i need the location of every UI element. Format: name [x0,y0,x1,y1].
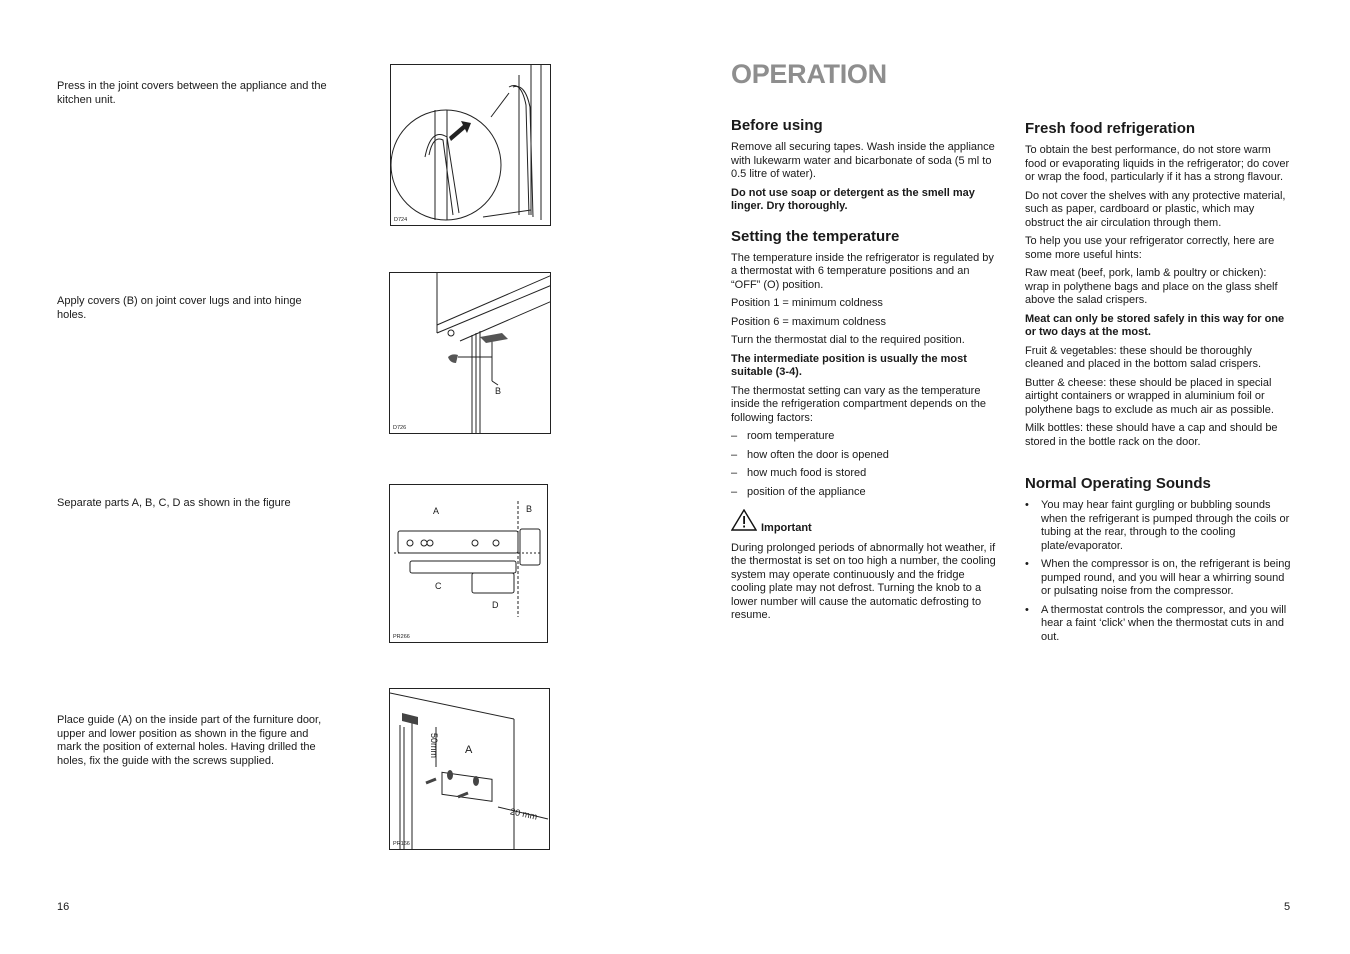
heading-setting-temperature: Setting the temperature [731,227,900,245]
heading-before-using: Before using [731,117,823,134]
guide-illustration [390,689,550,850]
list-item: – room temperature [731,430,997,444]
sounds-list [1025,499,1291,644]
fresh-food-text-4: Raw meat (beef, pork, lamb & poultry or chicken): wrap in polythene bags and place on the glass shelf above the salad crispers. [1025,267,1278,306]
figure-guide [389,688,550,850]
figure-parts [389,484,548,643]
figure-label-b: B [495,386,502,396]
important-label: Important [761,522,812,534]
warning-triangle-icon [731,509,757,536]
heading-sounds: Normal Operating Sounds [1025,475,1211,492]
list-item: – how often the door is opened [731,449,997,463]
list-item: – position of the appliance [731,486,997,500]
temperature-position-1: Position 1 = minimum coldness [731,297,883,309]
column-middle [731,117,997,628]
figure-label-d: D [492,600,499,610]
page-title: OPERATION [731,59,887,89]
list-item: – how much food is stored [731,467,997,481]
column-right [1025,120,1291,649]
list-item: • A thermostat controls the compressor, and you will hear a faint ‘click’ when the thermostat cuts in and out. [1025,604,1291,645]
important-callout [731,509,997,536]
instruction-3: Separate parts A, B, C, D as shown in the figure [57,497,291,509]
temperature-text-turn: Turn the thermostat dial to the required position. [731,334,965,346]
before-using-warning: Do not use soap or detergent as the smell may linger. Dry thoroughly. [731,186,975,212]
list-item: • When the compressor is on, the refrigerant is being pumped round, and you will hear a whirring sound or pulsating noise from the compressor. [1025,558,1291,599]
instruction-4: Place guide (A) on the inside part of the furniture door, upper and lower position as shown in the figure and mark the position of external holes. Having drilled the holes, fix the guide with the screws supplied. [57,714,322,767]
figure-label-a: A [433,506,440,516]
figure-label-b: B [526,504,533,514]
covers-illustration [390,273,551,434]
fresh-food-text-8: Milk bottles: these should have a cap and should be stored in the bottle rack on the door. [1025,422,1278,448]
temperature-text-1: The temperature inside the refrigerator is regulated by a thermostat with 6 temperature positions and an “OFF” (O) position. [731,251,994,291]
temperature-text-factors: The thermostat setting can vary as the temperature inside the refrigeration compartment depends on the following factors: [731,384,986,424]
fresh-food-text-1: To obtain the best performance, do not store warm food or evaporating liquids in the refrigerator; do cover or wrap the food, particularly if it has a strong flavour. [1025,144,1290,183]
fresh-food-text-6: Fruit & vegetables: these should be thoroughly cleaned and placed in the bottom salad crispers. [1025,344,1262,370]
page-number-left: 16 [57,901,70,913]
figure-code: D726 [393,425,407,431]
temperature-note: The intermediate position is usually the most suitable (3-4). [731,352,967,378]
figure-label-50mm: 50mm [429,733,439,759]
parts-illustration [390,485,548,643]
fresh-food-text-7: Butter & cheese: these should be placed in special airtight containers or wrapped in aluminium foil or polythene bags to exclude as much air as possible. [1025,376,1274,416]
fresh-food-text-2: Do not cover the shelves with any protective material, such as paper, cardboard or plastic, which may obstruct the air circulation through them. [1025,189,1286,229]
instruction-2: Apply covers (B) on joint cover lugs and into hinge holes. [57,295,302,321]
figure-label-c: C [435,581,442,591]
heading-fresh-food: Fresh food refrigeration [1025,120,1196,137]
figure-label-20mm: 20 mm [509,806,539,822]
before-using-text: Remove all securing tapes. Wash inside the appliance with lukewarm water and bicarbonate of soda (5 ml to 0.5 litre of water). [731,141,995,180]
temperature-position-6: Position 6 = maximum coldness [731,315,886,328]
factors-list [731,430,997,499]
figure-code: D724 [394,217,408,223]
figure-code: PR266 [393,634,410,640]
page-number-right: 5 [1284,901,1291,913]
important-text: During prolonged periods of abnormally hot weather, if the thermostat is set on too high a number, the cooling system may operate continuously and the fridge cooling plate may not defrost. Turning the knob to a lower number will cause the automatic defrosting to resume. [731,541,996,621]
figure-code: PR166 [393,841,410,847]
joint-cover-illustration [391,65,551,226]
figure-covers-b [389,272,551,434]
figure-joint-covers [390,64,551,226]
figure-label-a: A [465,744,473,756]
fresh-food-warning: Meat can only be stored safely in this way for one or two days at the most. [1025,312,1285,338]
list-item: • You may hear faint gurgling or bubbling sounds when the refrigerant is pumped through the coils or tubing at the rear, through to the cooling plate/evaporator. [1025,499,1291,553]
instruction-1: Press in the joint covers between the appliance and the kitchen unit. [57,80,327,106]
fresh-food-text-3: To help you use your refrigerator correctly, here are some more useful hints: [1025,235,1275,261]
